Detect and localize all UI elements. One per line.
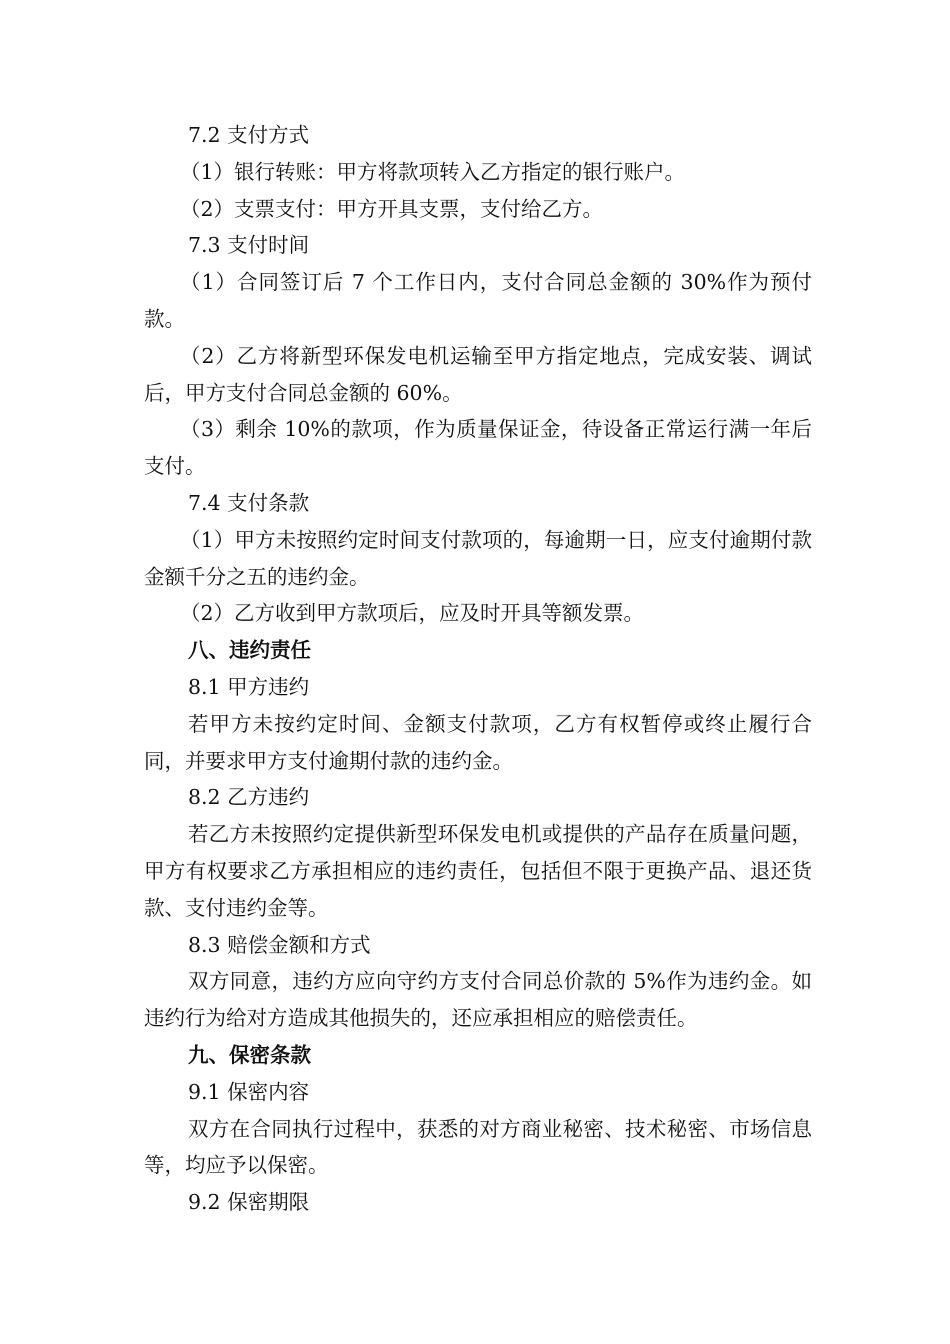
body-paragraph: 若乙方未按照约定提供新型环保发电机或提供的产品存在质量问题，甲方有权要求乙方承担相应的违约责任，包括但不限于更换产品、退还货款、支付违约金等。	[144, 822, 812, 920]
subsection-title: 7.3 支付时间	[188, 233, 310, 258]
list-item: （2）支票支付：甲方开具支票，支付给乙方。	[180, 196, 604, 221]
subsection-title: 9.2 保密期限	[188, 1190, 310, 1215]
list-item: （2）乙方收到甲方款项后，应及时开具等额发票。	[180, 601, 645, 626]
body-paragraph: 双方在合同执行过程中，获悉的对方商业秘密、技术秘密、市场信息等，均应予以保密。	[144, 1116, 812, 1178]
subsection-title: 8.2 乙方违约	[188, 785, 310, 810]
subsection-title: 7.2 支付方式	[188, 123, 310, 147]
list-item: （1）合同签订后 7 个工作日内，支付合同总金额的 30%作为预付款。	[144, 270, 812, 331]
document-body	[144, 117, 812, 1221]
subsection-title: 8.1 甲方违约	[188, 674, 310, 699]
list-item: （1）银行转账：甲方将款项转入乙方指定的银行账户。	[180, 159, 686, 184]
body-paragraph: 双方同意，违约方应向守约方支付合同总价款的 5%作为违约金。如违约行为给对方造成其他损失的，还应承担相应的赔偿责任。	[144, 969, 812, 1031]
list-item: （3）剩余 10%的款项，作为质量保证金，待设备正常运行满一年后支付。	[144, 417, 812, 479]
section-heading: 八、违约责任	[188, 638, 311, 663]
body-paragraph: 若甲方未按约定时间、金额支付款项，乙方有权暂停或终止履行合同，并要求甲方支付逾期付款的违约金。	[144, 711, 812, 773]
list-item: （2）乙方将新型环保发电机运输至甲方指定地点，完成安装、调试后，甲方支付合同总金额的 60%。	[144, 343, 812, 405]
subsection-title: 9.1 保密内容	[188, 1079, 310, 1104]
subsection-title: 8.3 赔偿金额和方式	[188, 932, 371, 957]
section-heading: 九、保密条款	[188, 1042, 311, 1067]
list-item: （1）甲方未按照约定时间支付款项的，每逾期一日，应支付逾期付款金额千分之五的违约金。	[144, 527, 812, 589]
subsection-title: 7.4 支付条款	[188, 490, 310, 515]
